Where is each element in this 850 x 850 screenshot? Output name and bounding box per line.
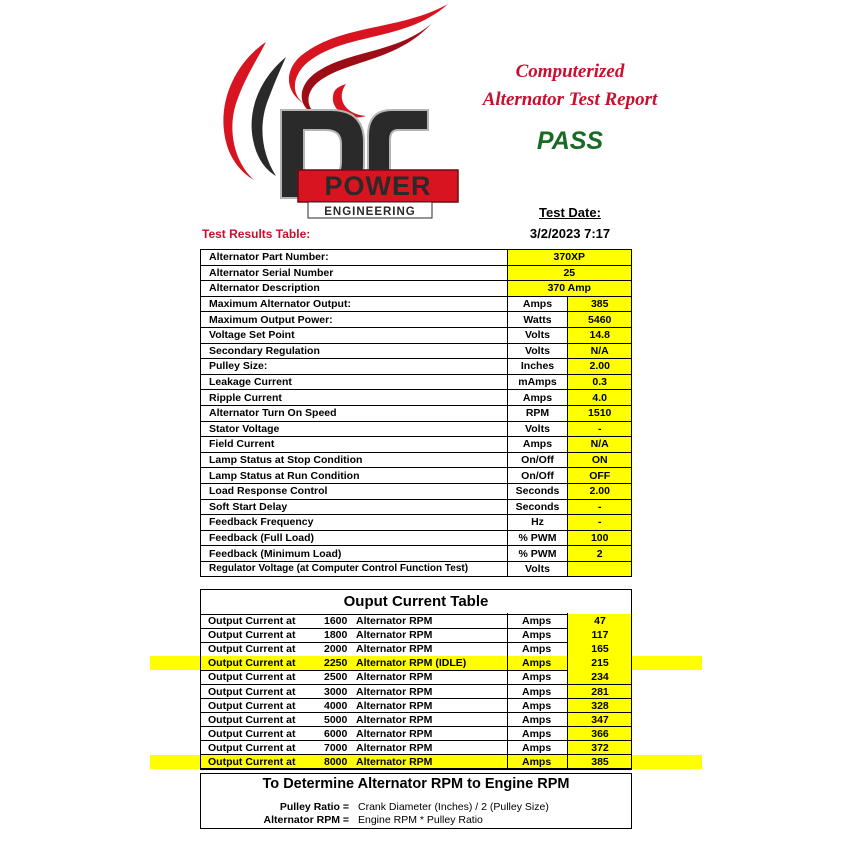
spec-label: Alternator Description bbox=[201, 281, 508, 297]
spec-row bbox=[201, 561, 632, 577]
output-row-unit: Amps bbox=[522, 756, 552, 768]
spec-row bbox=[201, 499, 632, 515]
spec-row bbox=[201, 530, 632, 546]
spec-value: 370 Amp bbox=[507, 281, 631, 297]
spec-row-description bbox=[201, 281, 632, 297]
spec-unit: % PWM bbox=[507, 530, 568, 546]
spec-row bbox=[201, 359, 632, 375]
spec-row bbox=[201, 437, 632, 453]
spec-row-part-number bbox=[201, 250, 632, 266]
test-date-value: 3/2/2023 7:17 bbox=[529, 226, 611, 241]
alternator-rpm-formula: Engine RPM * Pulley Ratio bbox=[358, 814, 483, 826]
output-row-unit: Amps bbox=[522, 685, 552, 698]
spec-value: 370XP bbox=[507, 250, 631, 266]
spec-row bbox=[201, 452, 632, 468]
output-row-prefix: Output Current at bbox=[208, 629, 296, 642]
output-row-suffix: Alternator RPM (IDLE) bbox=[356, 657, 467, 670]
spec-value: 0.3 bbox=[568, 374, 632, 390]
rpm-formula-box bbox=[200, 773, 632, 829]
spec-row bbox=[201, 312, 632, 328]
spec-unit: On/Off bbox=[507, 452, 568, 468]
report-title-line2: Alternator Test Report bbox=[482, 89, 658, 110]
spec-row bbox=[201, 468, 632, 484]
spec-row bbox=[201, 343, 632, 359]
output-row-prefix: Output Current at bbox=[208, 741, 296, 754]
spec-value: - bbox=[568, 515, 632, 531]
output-row-unit: Amps bbox=[522, 643, 552, 656]
output-row-unit: Amps bbox=[522, 699, 552, 712]
spec-label: Alternator Serial Number bbox=[201, 265, 508, 281]
output-row-suffix: Alternator RPM bbox=[356, 643, 433, 656]
output-row-value: 347 bbox=[568, 713, 632, 727]
spec-unit: % PWM bbox=[507, 546, 568, 562]
spec-label: Feedback (Minimum Load) bbox=[201, 546, 508, 562]
spec-row bbox=[201, 374, 632, 390]
output-row-unit: Amps bbox=[522, 615, 552, 627]
output-row-value: 165 bbox=[568, 642, 632, 656]
spec-unit: RPM bbox=[507, 405, 568, 421]
output-row-rpm: 7000 bbox=[324, 741, 348, 754]
svg-text:ENGINEERING: ENGINEERING bbox=[324, 206, 416, 218]
spec-label: Alternator Part Number: bbox=[201, 250, 508, 266]
output-row-value: 47 bbox=[568, 614, 632, 628]
spec-value: 2 bbox=[568, 546, 632, 562]
spec-unit: Volts bbox=[507, 561, 568, 577]
spec-value: 385 bbox=[568, 296, 632, 312]
output-row-unit: Amps bbox=[522, 671, 552, 684]
output-row-value: 281 bbox=[568, 685, 632, 699]
output-table-divider bbox=[507, 613, 508, 768]
test-date-label: Test Date: bbox=[539, 205, 601, 220]
output-row-prefix: Output Current at bbox=[208, 685, 296, 698]
spec-unit: Amps bbox=[507, 296, 568, 312]
output-row-prefix: Output Current at bbox=[208, 713, 296, 726]
output-row-rpm: 4000 bbox=[324, 699, 348, 712]
output-row-prefix: Output Current at bbox=[208, 671, 296, 684]
spec-value: 100 bbox=[568, 530, 632, 546]
spec-unit: Watts bbox=[507, 312, 568, 328]
spec-label: Lamp Status at Stop Condition bbox=[201, 452, 508, 468]
spec-label: Voltage Set Point bbox=[201, 327, 508, 343]
output-row-rpm: 8000 bbox=[324, 756, 348, 768]
spec-value bbox=[568, 561, 632, 577]
output-row-value: 366 bbox=[568, 727, 632, 741]
output-row-suffix: Alternator RPM bbox=[356, 756, 433, 768]
spec-row-serial-number bbox=[201, 265, 632, 281]
spec-unit: Volts bbox=[507, 421, 568, 437]
spec-unit: Seconds bbox=[507, 499, 568, 515]
output-row-suffix: Alternator RPM bbox=[356, 741, 433, 754]
output-row-unit: Amps bbox=[522, 657, 552, 670]
output-row-value: 328 bbox=[568, 699, 632, 713]
output-row-prefix: Output Current at bbox=[208, 727, 296, 740]
output-row-value: 117 bbox=[568, 628, 632, 642]
report-title-line1: Computerized bbox=[515, 61, 625, 82]
alternator-rpm-label: Alternator RPM = bbox=[263, 814, 349, 826]
output-row-unit: Amps bbox=[522, 741, 552, 754]
spec-value: 2.00 bbox=[568, 483, 632, 499]
output-row-rpm: 3000 bbox=[324, 685, 348, 698]
pulley-ratio-formula: Crank Diameter (Inches) / 2 (Pulley Size) bbox=[358, 801, 549, 813]
dc-power-engineering-logo bbox=[196, 2, 466, 222]
spec-row bbox=[201, 390, 632, 406]
output-table-divider bbox=[567, 613, 568, 768]
spec-value: ON bbox=[568, 452, 632, 468]
spec-label: Pulley Size: bbox=[201, 359, 508, 375]
output-table-title: Ouput Current Table bbox=[200, 589, 632, 615]
output-row-prefix: Output Current at bbox=[208, 657, 296, 670]
spec-value: - bbox=[568, 499, 632, 515]
spec-label: Ripple Current bbox=[201, 390, 508, 406]
output-row-value: 215 bbox=[568, 656, 632, 670]
spec-unit: Amps bbox=[507, 437, 568, 453]
output-row-value: 372 bbox=[568, 741, 632, 755]
output-row-suffix: Alternator RPM bbox=[356, 671, 433, 684]
spec-table bbox=[200, 249, 632, 577]
pulley-ratio-label: Pulley Ratio = bbox=[279, 801, 349, 813]
spec-label: Lamp Status at Run Condition bbox=[201, 468, 508, 484]
spec-label: Maximum Output Power: bbox=[201, 312, 508, 328]
output-row-value: 385 bbox=[568, 755, 632, 769]
spec-value: N/A bbox=[568, 343, 632, 359]
output-row-rpm: 1800 bbox=[324, 629, 348, 642]
output-row-suffix: Alternator RPM bbox=[356, 615, 433, 627]
spec-unit: On/Off bbox=[507, 468, 568, 484]
spec-row bbox=[201, 483, 632, 499]
spec-unit: Volts bbox=[507, 327, 568, 343]
spec-row bbox=[201, 296, 632, 312]
spec-label: Soft Start Delay bbox=[201, 499, 508, 515]
output-row-divider bbox=[200, 769, 632, 770]
output-row-prefix: Output Current at bbox=[208, 643, 296, 656]
output-row-rpm: 2000 bbox=[324, 643, 348, 656]
spec-value: 14.8 bbox=[568, 327, 632, 343]
output-row-suffix: Alternator RPM bbox=[356, 699, 433, 712]
spec-unit: Amps bbox=[507, 390, 568, 406]
output-row-value: 234 bbox=[568, 670, 632, 684]
spec-unit: Hz bbox=[507, 515, 568, 531]
spec-label: Feedback (Full Load) bbox=[201, 530, 508, 546]
output-row-unit: Amps bbox=[522, 727, 552, 740]
spec-row bbox=[201, 546, 632, 562]
spec-unit: Volts bbox=[507, 343, 568, 359]
output-row-suffix: Alternator RPM bbox=[356, 727, 433, 740]
output-row-rpm: 5000 bbox=[324, 713, 348, 726]
spec-value: 5460 bbox=[568, 312, 632, 328]
output-row-prefix: Output Current at bbox=[208, 699, 296, 712]
spec-label: Leakage Current bbox=[201, 374, 508, 390]
svg-text:POWER: POWER bbox=[324, 171, 432, 201]
spec-row bbox=[201, 515, 632, 531]
output-row-suffix: Alternator RPM bbox=[356, 713, 433, 726]
spec-row bbox=[201, 421, 632, 437]
test-results-label: Test Results Table: bbox=[202, 227, 311, 241]
spec-value: OFF bbox=[568, 468, 632, 484]
output-row-suffix: Alternator RPM bbox=[356, 629, 433, 642]
spec-row bbox=[201, 405, 632, 421]
rpm-formula-title: To Determine Alternator RPM to Engine RPM bbox=[262, 776, 570, 792]
spec-label: Regulator Voltage (at Computer Control Function Test) bbox=[201, 561, 508, 577]
output-row-suffix: Alternator RPM bbox=[356, 685, 433, 698]
spec-label: Secondary Regulation bbox=[201, 343, 508, 359]
spec-label: Field Current bbox=[201, 437, 508, 453]
output-row-unit: Amps bbox=[522, 629, 552, 642]
test-result-status: PASS bbox=[536, 127, 604, 155]
spec-value: N/A bbox=[568, 437, 632, 453]
output-row-rpm: 6000 bbox=[324, 727, 348, 740]
output-row-rpm: 2250 bbox=[324, 657, 348, 670]
spec-unit: Seconds bbox=[507, 483, 568, 499]
spec-label: Maximum Alternator Output: bbox=[201, 296, 508, 312]
spec-row bbox=[201, 327, 632, 343]
output-row-unit: Amps bbox=[522, 713, 552, 726]
output-row-prefix: Output Current at bbox=[208, 756, 296, 768]
spec-label: Stator Voltage bbox=[201, 421, 508, 437]
spec-value: - bbox=[568, 421, 632, 437]
spec-unit: Inches bbox=[507, 359, 568, 375]
spec-value: 1510 bbox=[568, 405, 632, 421]
spec-unit: mAmps bbox=[507, 374, 568, 390]
output-row-rpm: 2500 bbox=[324, 671, 348, 684]
spec-value: 2.00 bbox=[568, 359, 632, 375]
output-row-rpm: 1600 bbox=[324, 615, 348, 627]
spec-label: Feedback Frequency bbox=[201, 515, 508, 531]
spec-value: 4.0 bbox=[568, 390, 632, 406]
spec-label: Load Response Control bbox=[201, 483, 508, 499]
spec-label: Alternator Turn On Speed bbox=[201, 405, 508, 421]
output-row-prefix: Output Current at bbox=[208, 615, 296, 627]
spec-value: 25 bbox=[507, 265, 631, 281]
